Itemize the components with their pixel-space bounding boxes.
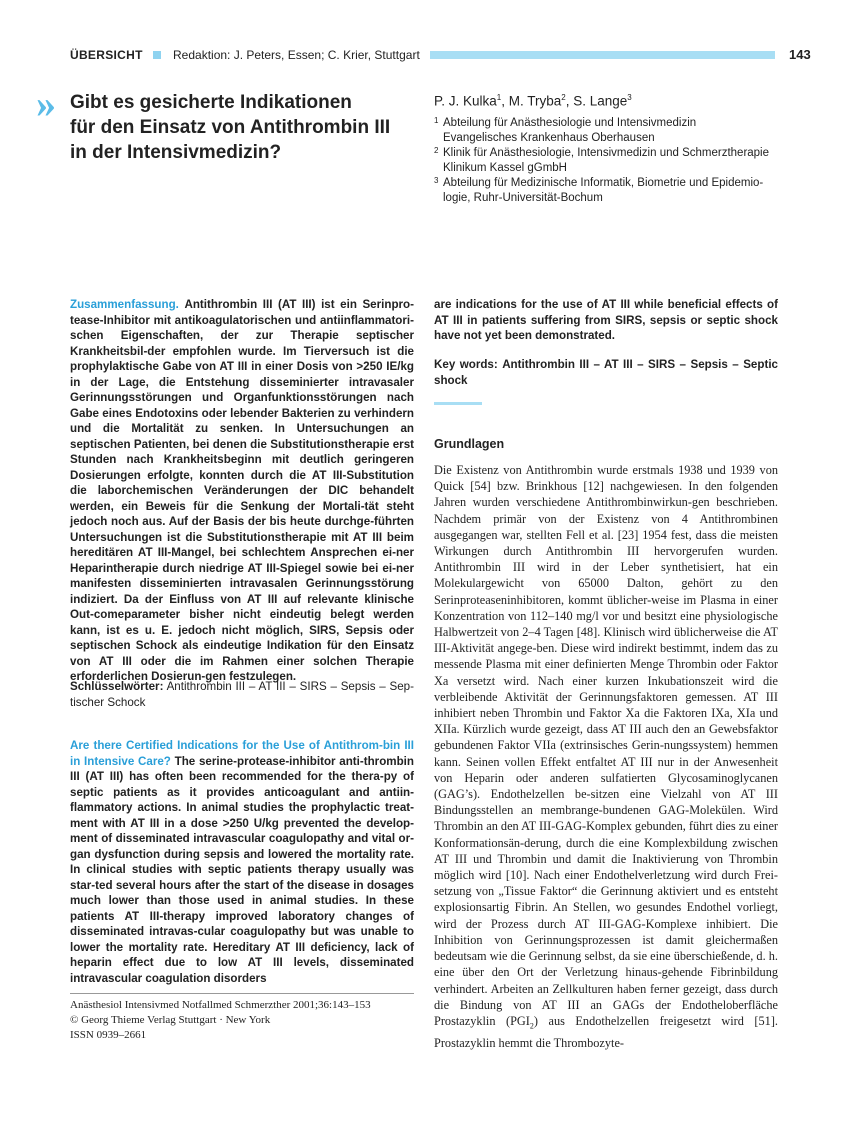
keywords-en-label: Key words: xyxy=(434,358,498,371)
affiliation-line: Klinik für Anästhesiologie, Intensivmedizin und Schmerztherapie xyxy=(443,147,770,159)
affiliation xyxy=(434,116,784,146)
affiliation-line: Evangelisches Krankenhaus Oberhausen xyxy=(443,132,655,144)
keywords-german xyxy=(70,679,414,710)
keywords-en-text: Antithrombin III – AT III – SIRS – Sepsis – Septic shock xyxy=(434,358,778,387)
affiliation-line: Abteilung für Anästhesiologie und Intensivmedizin xyxy=(443,117,697,129)
editors-line: Redaktion: J. Peters, Essen; C. Krier, Stuttgart xyxy=(173,48,420,62)
body-subscript: 2 xyxy=(529,1021,534,1031)
abstract-english xyxy=(70,738,414,986)
keywords-text: Antithrombin III – AT III – SIRS – Sepsis – Sep-tischer Schock xyxy=(70,680,414,709)
keywords-label: Schlüsselwörter: xyxy=(70,680,164,693)
affiliation xyxy=(434,176,784,206)
author-list: P. J. Kulka$^1$, M. Tryba$^2$, S. Lange$^3$ xyxy=(434,93,632,109)
affiliation-number: 1 xyxy=(434,116,439,125)
abstract-text: Antithrombin III (AT III) ist ein Serinpro-tease-Inhibitor mit antikoagulatorischen und antiinflammatori-schen Eigenschaften, der zur Therapie septischer Krankheitsbil-der empfohlen wurde. Im Tierversuch ist die prophylaktische Gabe von AT III in einer Dosis von >250 IE/kg in der Lage, die Entstehung disseminierter intravasaler Gerinnungsstörungen und Organfunktionsstörungen nach Gabe eines Endotoxins oder lebender Bakterien zu verhindern und die Mortalität zu senken. In Untersuchungen an septischen Patienten, bei denen die Substitutionstherapie erst Stunden nach Krankheitsbeginn mit deutlich geringeren Dosierungen erfolgte, konnten durch die AT III-Substitution die laborchemischen Veränderungen der DIC behandelt werden, ein Beweis für die Senkung der Mortali-tät steht jedoch noch aus. Auf der Basis der bis heute durchge-führten Untersuchungen ist die Substitutionstherapie mit AT III beim hereditären AT III-Mangel, bei schlechtem Ansprechen ei-ner Heparintherapie durch niedrige AT III-Spiegel sowie bei ei-ner manifesten disseminierten intravasalen Gerinnungsstörung indiziert. Da der Einfluss von AT III auf relevante klinische Out-comeparameter bisher nicht eindeutig belegt werden kann, ist es u. E. jedoch nicht möglich, SIRS, Sepsis oder septischen Schock als eindeutige Indikation für den Einsatz von AT III oder die im Rahmen einer solchen Therapie erforderlichen Dosierun-gen festzulegen. xyxy=(70,298,414,683)
author-name: M. Tryba xyxy=(508,93,562,109)
title-line: in der Intensivmedizin? xyxy=(70,142,282,163)
author-sup: 3 xyxy=(627,93,632,102)
abstract-en-label: Are there Certified Indications for the Use of Antithrom-bin III in Intensive Care? xyxy=(70,739,414,768)
author-name: S. Lange xyxy=(573,93,628,109)
page-number: 143 xyxy=(789,47,811,62)
section-divider xyxy=(434,402,482,405)
affiliation-line: Abteilung für Medizinische Informatik, Biometrie und Epidemio- xyxy=(443,177,764,189)
footer-line: ISSN 0939–2661 xyxy=(70,1029,147,1041)
author-name: P. J. Kulka xyxy=(434,93,497,109)
keywords-english xyxy=(434,357,778,388)
citation-footer xyxy=(70,998,371,1043)
body-text-part: Die Existenz von Antithrombin wurde erstmals 1938 und 1939 von Quick [54] bzw. Brinkhous [12] nachgewiesen. In den folgenden Jahren wurden verschiedene Antithrombinwirkun-gen beschrieben. Nachdem primär von der Existenz von 4 Antithrombinen ausgegangen war, stellten Fell et al. [23] 1954 fest, dass die meisten Wirkungen durch Antithrombin III hervorgerufen wurden. Antithrombin III wird in der Leber synthetisiert, hat ein Molekulargewicht von 65000 Dalton, gehört zu den Serinproteaseninhibitoren, kommt üblicher-weise im Plasma in einer Konzentration von 112–140 mg/l vor und besitzt eine physiologische Halbwertzeit von 2–4 Tagen [48]. Klinisch wird üblicherweise die AT III-Aktivität angege-ben. Diese wird indirekt bestimmt, indem das zu messende Plasma mit einer definierten Menge Thrombin oder Faktor Xa versetzt wird. Nach einer kurzen Inkubationszeit wird die verbleibende Aktivität der Gerinnungsfaktoren gemessen. AT III inhibiert neben Thrombin und Faktor Xa die Faktoren IXa, XIa und XIIa. Kürzlich wurde gezeigt, dass AT III auch den an Gewebsfaktor gebundenen Faktor VIIa (extrinsisches Gerin-nungssystem) hemmen kann. Seinen vollen Effekt entfaltet AT III nur in der Anwesenheit von Heparin oder anderen sulfatierten Glycosaminoglycanen (GAG’s). Endothelzellen be-sitzen eine Vielzahl von AT III Bindungsstellen an membrange-bundenen GAG-Molekülen. Wird Thrombin an den AT III-GAG-Komplex gebunden, führt dies zu einer Konformationsän-derung, durch die eine Komplexbildung zwischen AT III und Thrombin und damit die Inaktivierung von Thrombin möglich wird [10]. Nach einer Endothelverletzung wird durch Frei-setzung von „Tissue Faktor“ die Gerinnung aktiviert und es entsteht explosionsartig Fibrin. An Stellen, wo gesundes Endothel vorliegt, wird der Prozess durch AT III-GAG-Komplexe inhibiert. Die Inhibition von Gerinnungsprozessen ist damit gleichermaßen bedeutsam wie die Gerinnung selbst, da sie eine überschießende, d. h. eine über den Ort der Verletzung hinaus-gehende Fibrinbildung verhindert. Arbeiten an Zellkulturen haben ferner gezeigt, dass durch die Bindung von AT III an GAGs der Endotheloberfläche Prostazyklin (PGI xyxy=(434,463,778,1028)
abstract-german xyxy=(70,297,414,685)
header-rule xyxy=(430,51,775,59)
body-text-part: ) aus Endothelzellen freigesetzt wird [51]. Prostazyklin hemmt die Thrombozyte- xyxy=(434,1013,778,1050)
footer-rule xyxy=(70,993,414,994)
abstract-en-continuation: are indications for the use of AT III while beneficial effects of AT III in patients suffering from SIRS, sepsis or septic shock have not yet been demonstrated. xyxy=(434,298,778,342)
abstract-label: Zusammenfassung. xyxy=(70,298,179,311)
abstract-en-text: The serine-protease-inhibitor anti-thrombin III (AT III) has often been recommended for the thera-py of septic patients as it provides anticoagulant and antiin-flammatory actions. In animal studies the prophylactic treat-ment with AT III in a dose >250 U/kg prevented the develop-ment of disseminated intravascular coagulopathy and vital or-gan dysfunction during sepsis and lowered the mortality rate. In clinical studies with septic patients therapy usually was star-ted several hours after the start of the disease in dosages much lower than those used in animal studies. In these patients AT III-therapy improved laboratory changes of disseminated intravas-cular coagulopathy but was unable to lower the mortality rate. Hereditary AT III deficiency, lack of heparin effect due to low AT III levels, disseminated intravascular coagulation disorders xyxy=(70,754,414,985)
body-text xyxy=(434,462,778,1051)
affiliation-number: 2 xyxy=(434,146,439,155)
affiliation-number: 3 xyxy=(434,176,439,185)
title-line: Gibt es gesicherte Indikationen xyxy=(70,92,352,113)
author-sup: 1 xyxy=(496,93,502,102)
footer-line: © Georg Thieme Verlag Stuttgart · New York xyxy=(70,1014,271,1026)
title-line: für den Einsatz von Antithrombin III xyxy=(70,117,391,138)
abstract-english-continued xyxy=(434,297,778,344)
quote-mark-icon: » xyxy=(36,81,56,126)
affiliation-line: logie, Ruhr-Universität-Bochum xyxy=(443,192,603,204)
affiliation-line: Klinikum Kassel gGmbH xyxy=(443,162,567,174)
section-label: ÜBERSICHT xyxy=(70,48,143,62)
footer-line: Anästhesiol Intensivmed Notfallmed Schmerzther 2001;36:143–153 xyxy=(70,999,371,1011)
affiliation xyxy=(434,146,784,176)
header-square-marker xyxy=(153,51,161,59)
article-title xyxy=(70,90,420,165)
author-sup: 2 xyxy=(561,93,566,102)
section-heading: Grundlagen xyxy=(434,437,505,451)
